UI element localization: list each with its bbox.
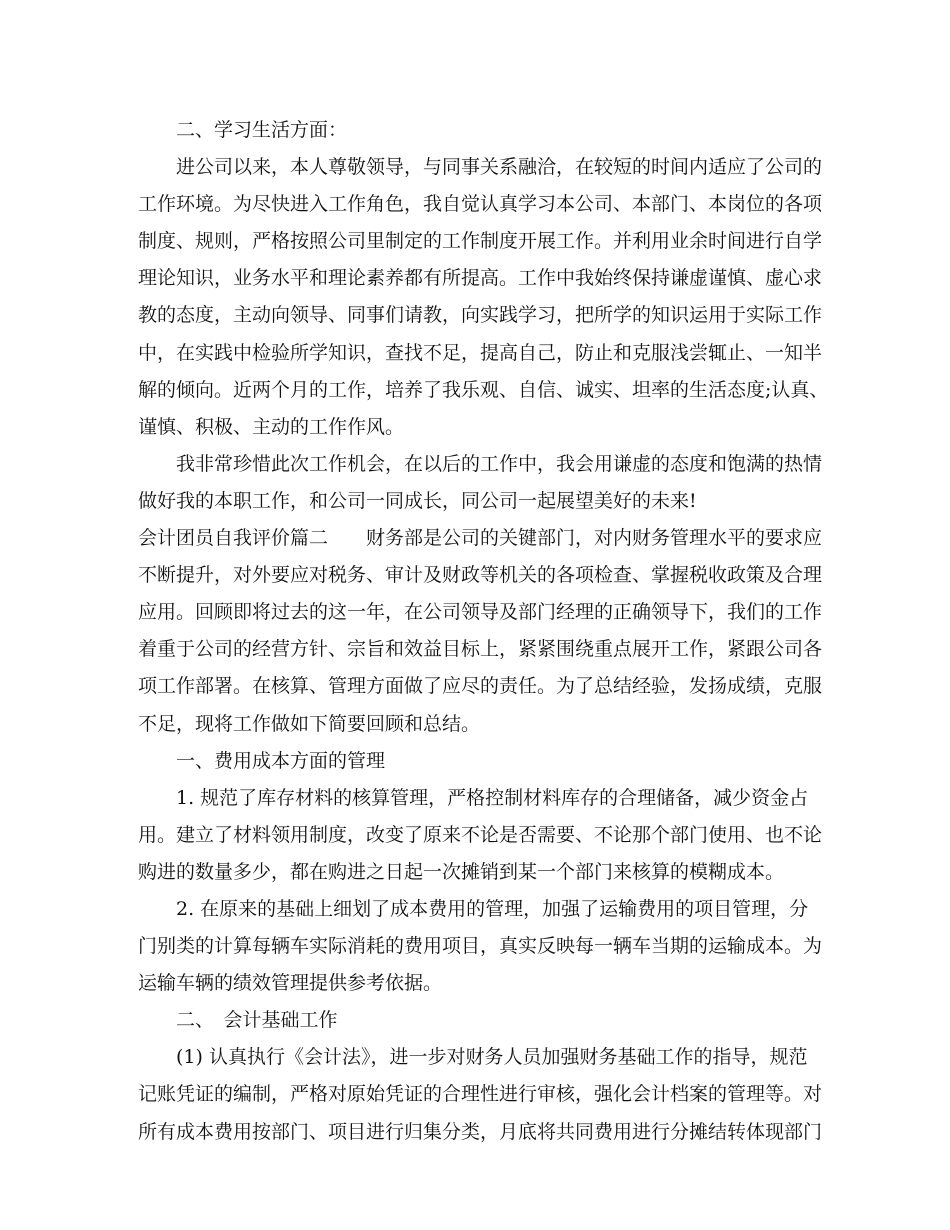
text-line: 1. 规范了库存材料的核算管理，严格控制材料库存的合理储备，减少资金占 (176, 786, 809, 809)
text-line: 做好我的本职工作，和公司一同成长，同公司一起展望美好的未来! (138, 489, 697, 512)
text-line: 购进的数量多少，都在购进之日起一次摊销到某一个部门来核算的模糊成本。 (138, 860, 785, 883)
text-line: 解的倾向。近两个月的工作，培养了我乐观、自信、诚实、坦率的生活态度;认真、 (138, 378, 829, 401)
text-line: (1) 认真执行《会计法》，进一步对财务人员加强财务基础工作的指导，规范 (176, 1046, 808, 1069)
text-line: 2. 在原来的基础上细划了成本费用的管理，加强了运输费用的项目管理，分 (176, 897, 809, 920)
section-heading: 一、费用成本方面的管理 (176, 749, 386, 772)
text-line: 理论知识，业务水平和理论素养都有所提高。工作中我始终保持谦虚谨慎、虚心求 (138, 267, 823, 290)
text-line: 我非常珍惜此次工作机会，在以后的工作中，我会用谦虚的态度和饱满的热情 (176, 452, 823, 475)
text-line: 中，在实践中检验所学知识，查找不足，提高自己，防止和克服浅尝辄止、一知半 (138, 341, 823, 364)
text-line: 项工作部署。在核算、管理方面做了应尽的责任。为了总结经验，发扬成绩，克服 (138, 675, 823, 698)
text-line: 记账凭证的编制，严格对原始凭证的合理性进行审核，强化会计档案的管理等。对 (138, 1083, 823, 1106)
text-line: 所有成本费用按部门、项目进行归集分类，月底将共同费用进行分摊结转体现部门 (138, 1120, 823, 1143)
text-line: 教的态度，主动向领导、同事们请教，向实践学习，把所学的知识运用于实际工作 (138, 304, 823, 327)
section-heading: 二、学习生活方面： (176, 119, 348, 141)
text-line: 运输车辆的绩效管理提供参考依据。 (138, 972, 443, 995)
text-line: 工作环境。为尽快进入工作角色，我自觉认真学习本公司、本部门、本岗位的各项 (138, 193, 823, 216)
text-line: 制度、规则，严格按照公司里制定的工作制度开展工作。并利用业余时间进行自学 (138, 230, 823, 253)
section-heading: 二、 会计基础工作 (176, 1009, 338, 1032)
text-line: 谨慎、积极、主动的工作作风。 (138, 415, 405, 438)
document-body (138, 112, 829, 1151)
text-line: 应用。回顾即将过去的这一年，在公司领导及部门经理的正确领导下，我们的工作 (138, 601, 823, 624)
text-line: 门别类的计算每辆车实际消耗的费用项目，真实反映每一辆车当期的运输成本。为 (138, 935, 823, 958)
article-title-line: 会计团员自我评价篇二 财务部是公司的关键部门，对内财务管理水平的要求应 (138, 527, 823, 550)
text-line: 着重于公司的经营方针、宗旨和效益目标上，紧紧围绕重点展开工作，紧跟公司各 (138, 638, 823, 661)
text-line: 不足，现将工作做如下简要回顾和总结。 (138, 712, 481, 735)
text-line: 不断提升，对外要应对税务、审计及财政等机关的各项检查、掌握税收政策及合理 (138, 564, 823, 587)
text-line: 进公司以来，本人尊敬领导，与同事关系融洽，在较短的时间内适应了公司的 (176, 156, 823, 179)
text-line: 用。建立了材料领用制度，改变了原来不论是否需要、不论那个部门使用、也不论 (138, 823, 823, 846)
